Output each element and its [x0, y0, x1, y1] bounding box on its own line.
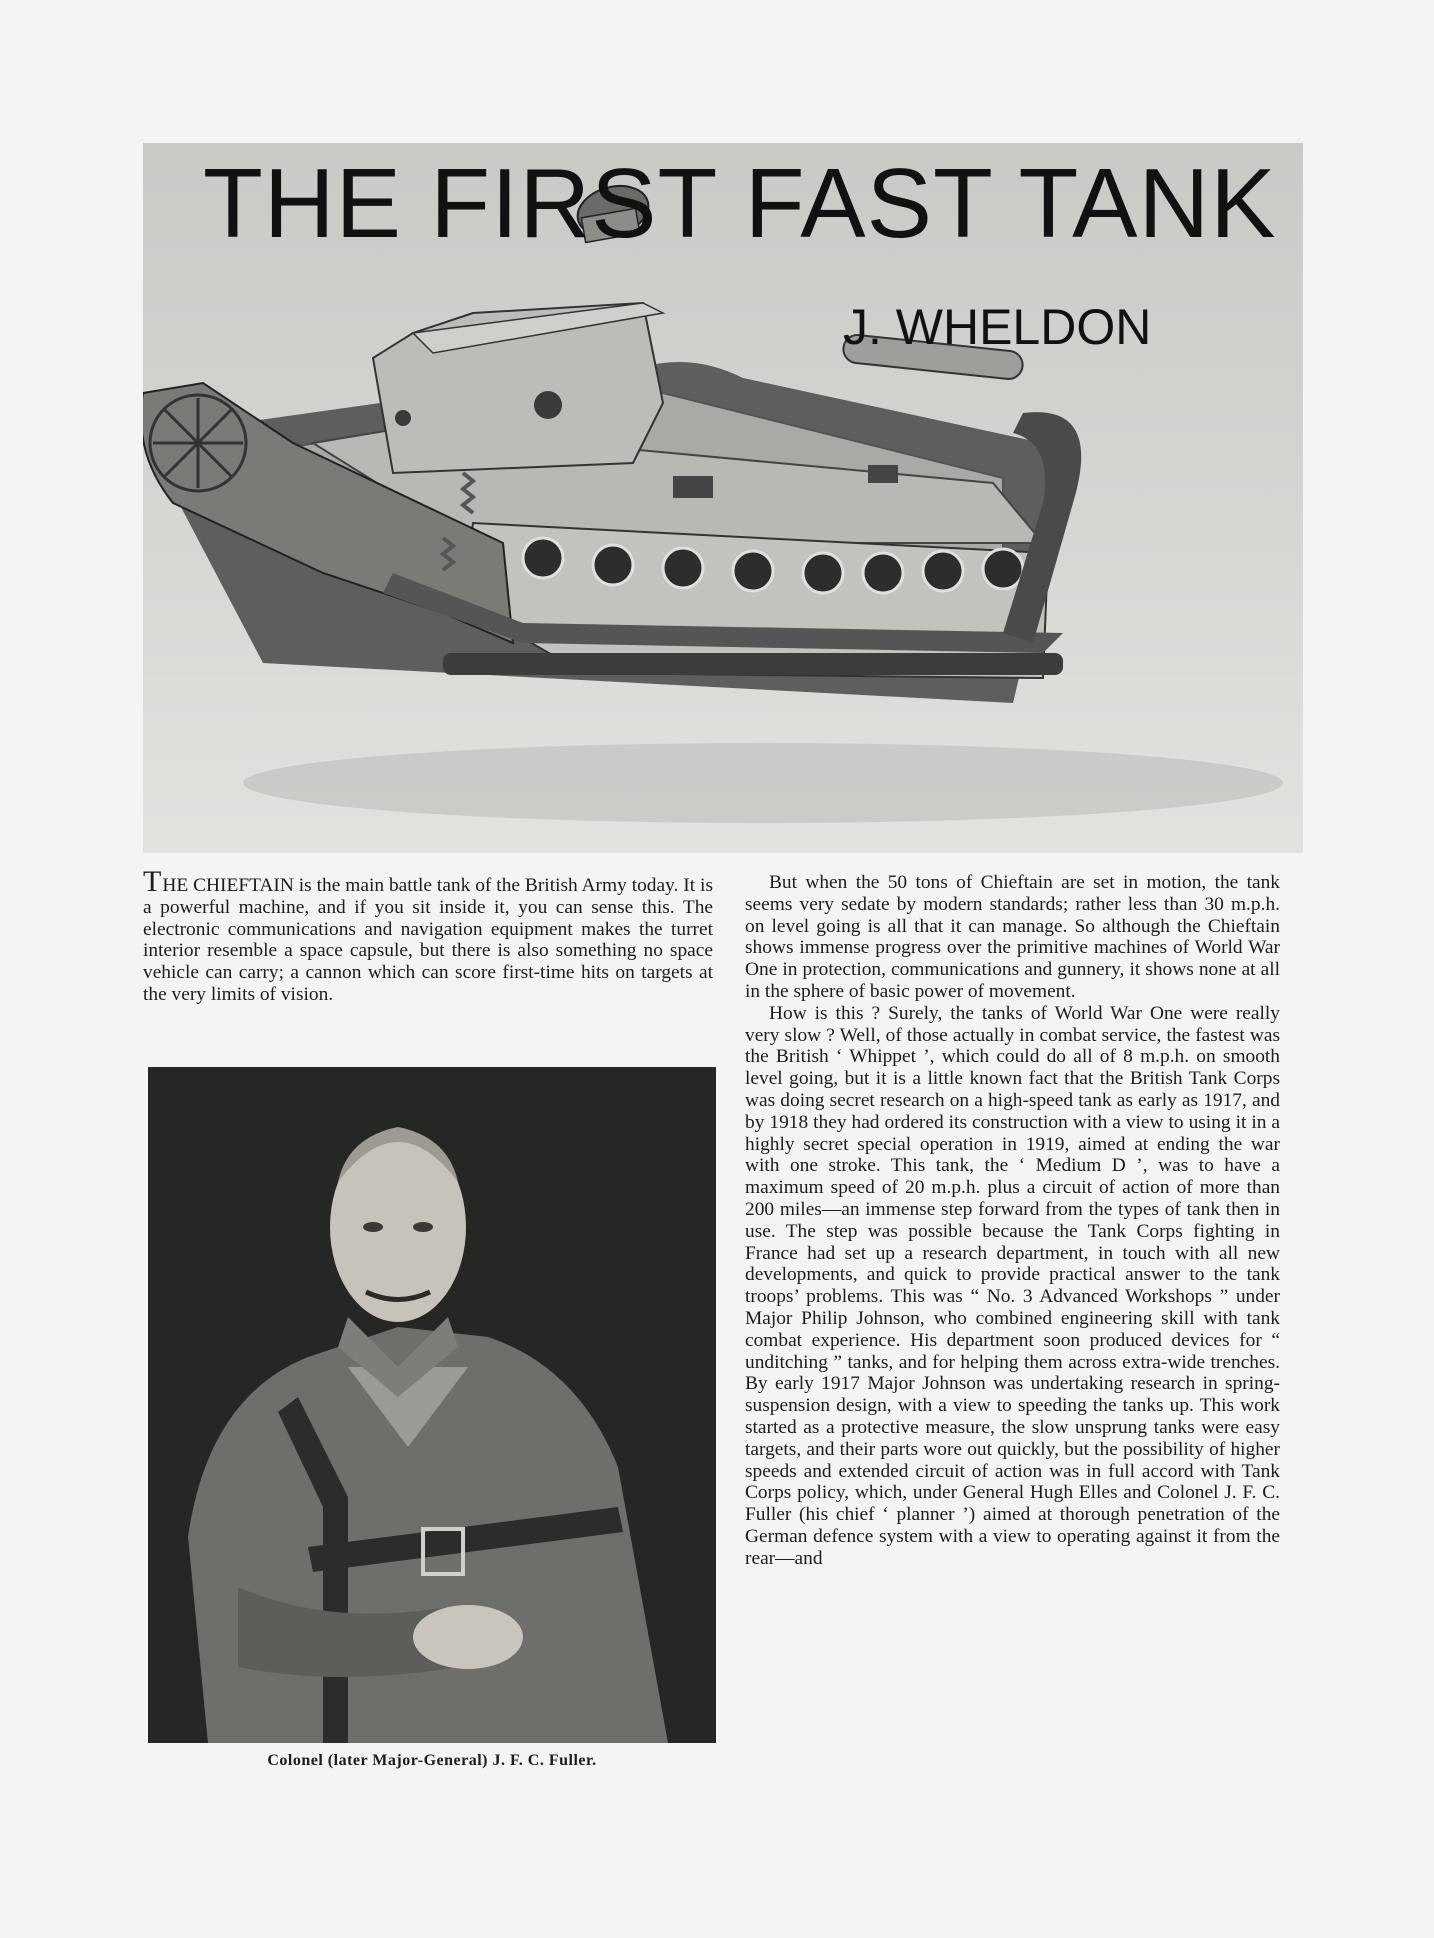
right-column: [745, 872, 1280, 1570]
article-title: THE FIRST FAST TANK: [203, 148, 1277, 258]
portrait-illustration: [148, 1067, 716, 1743]
tank-photo: [143, 143, 1303, 853]
left-column: [143, 865, 713, 1006]
body-paragraph-1: But when the 50 tons of Chieftain are set in motion, the tank seems very sedate by modern standards; rather less than 30 m.p.h. on level going is all that it can manage. So although the Chieftain shows immense progress over the primitive machines of World War One in protection, communications and gunnery, it shows none at all in the sphere of basic power of movement.: [745, 872, 1280, 1002]
intro-paragraph: [143, 865, 713, 1006]
article-author: J. WHELDON: [843, 299, 1152, 355]
intro-text: HE CHIEFTAIN is the main battle tank of the British Army today. It is a powerful machine, and if you sit inside it, you can sense this. The electronic communications and navigation equipment makes the turret interior resemble a space capsule, but there is also something no space vehicle can carry; a cannon which can score first-time hits on targets at the very limits of vision.: [143, 875, 713, 1005]
drop-cap: T: [143, 865, 162, 898]
portrait-caption: Colonel (later Major-General) J. F. C. Fuller.: [267, 1752, 597, 1769]
body-paragraph-2: How is this ? Surely, the tanks of World War One were really very slow ? Well, of those actually in combat service, the fastest was the British ‘ Whippet ’, which could do all of 8 m.p.h. on smooth level going, but it is a little known fact that the British Tank Corps was doing secret research on a high-speed tank as early as 1917, and by 1918 they had ordered its construction with a view to using it in a highly secret special operation in 1919, aimed at ending the war with one stroke. This tank, the ‘ Medium D ’, was to have a maximum speed of 20 m.p.h. plus a circuit of action of more than 200 miles—an immense step forward from the types of tank then in use. The step was possible because the Tank Corps fighting in France had set up a research department, in touch with all new developments, and quick to provide practical answer to the tank troops’ problems. This was “ No. 3 Advanced Workshops ” under Major Philip Johnson, who combined engineering skill with tank combat experience. His department soon produced devices for “ unditching ” tanks, and for helping them across extra-wide trenches. By early 1917 Major Johnson was undertaking research in spring-suspension design, with a view to speeding the tanks up. This work started as a protective measure, the slow unsprung tanks were easy targets, and their parts wore out quickly, but the possibility of higher speeds and extended circuit of action was in full accord with Tank Corps policy, which, under General Hugh Elles and Colonel J. F. C. Fuller (his chief ‘ planner ’) aimed at thorough penetration of the German defence system with a view to operating against it from the rear—and: [745, 1002, 1280, 1569]
portrait-photo: [148, 1067, 716, 1743]
